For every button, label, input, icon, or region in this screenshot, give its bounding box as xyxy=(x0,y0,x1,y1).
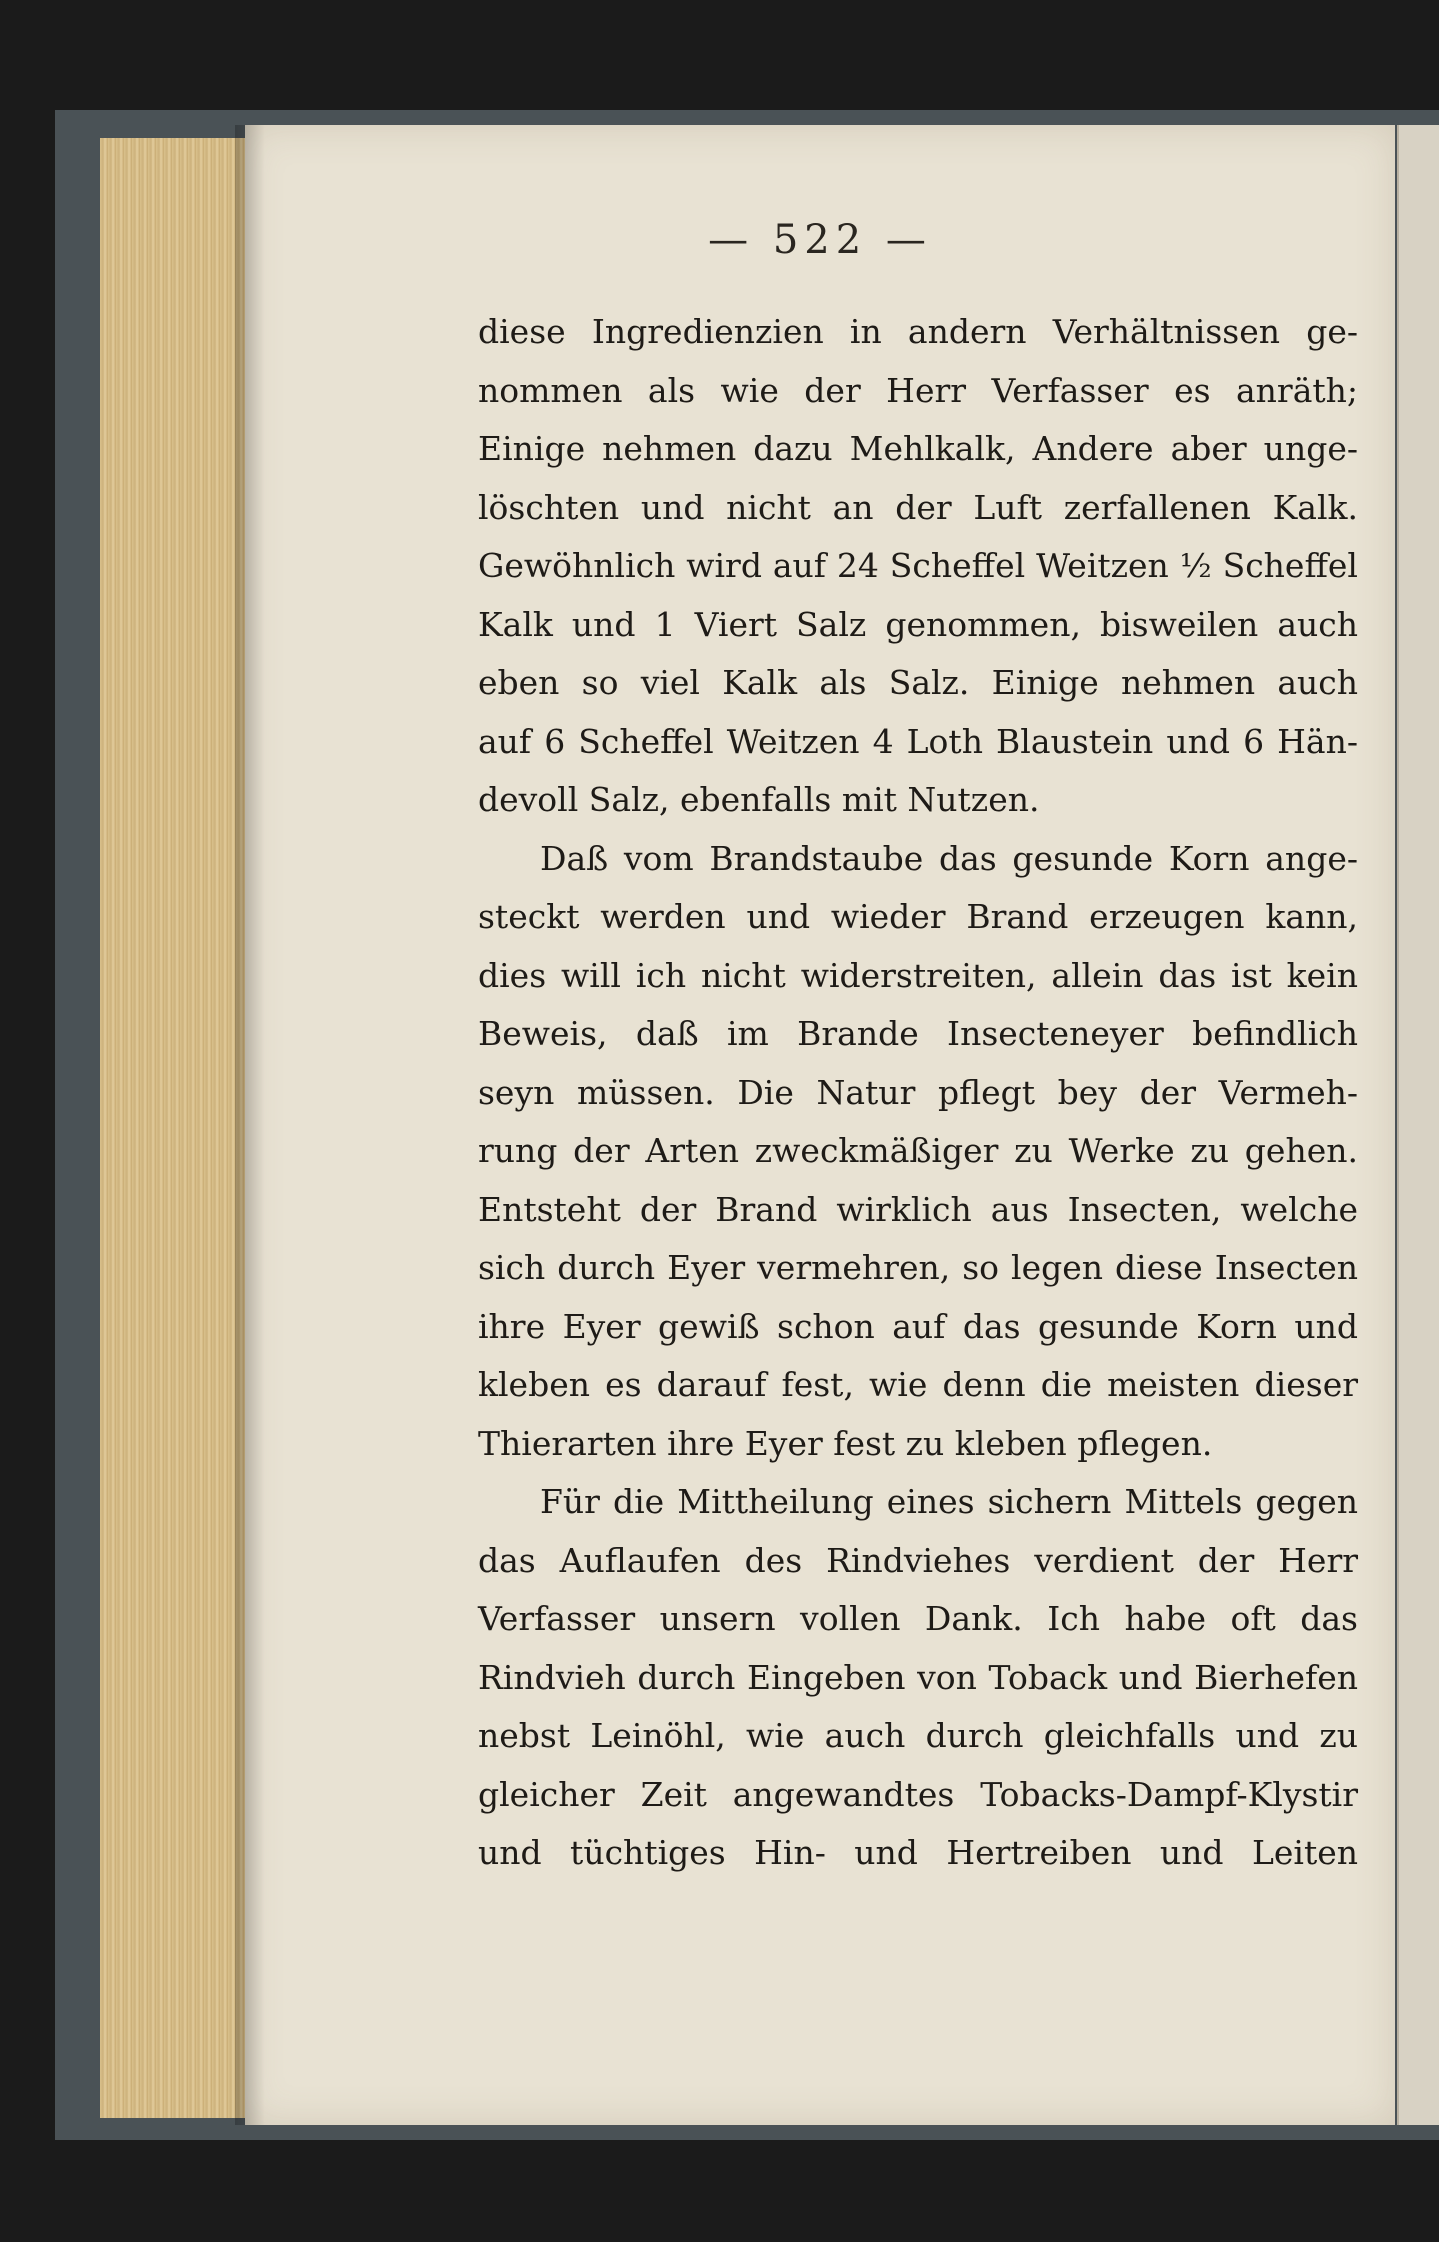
text-line: diese Ingredienzien in andern Verhältnissen ge- xyxy=(478,312,1358,351)
text-line: und tüchtiges Hin- und Hertreiben und Leiten xyxy=(478,1833,1358,1872)
page-edges xyxy=(100,138,250,2118)
text-line: das Auflaufen des Rindviehes verdient der Herr xyxy=(478,1540,1358,1580)
text-line: gleicher Zeit angewandtes Tobacks-Dampf-Klystir xyxy=(478,1774,1358,1814)
text-line: nebst Leinöhl, wie auch durch gleichfalls und zu xyxy=(478,1716,1358,1755)
text-line: Einige nehmen dazu Mehlkalk, Andere aber unge- xyxy=(478,429,1358,468)
text-line: auf 6 Scheffel Weitzen 4 Loth Blaustein und 6 Hän- xyxy=(478,721,1358,761)
text-line: Kalk und 1 Viert Salz genommen, bisweilen auch xyxy=(478,604,1358,644)
text-line: Gewöhnlich wird auf 24 Scheffel Weitzen ½ Scheffel xyxy=(478,546,1358,585)
text-line: nommen als wie der Herr Verfasser es anräth; xyxy=(478,370,1358,410)
paragraph-2 xyxy=(478,830,1358,1474)
text-line: kleben es darauf fest, wie denn die meisten dieser xyxy=(478,1365,1358,1404)
text-line: Rindvieh durch Eingeben von Toback und Bierhefen xyxy=(478,1657,1358,1697)
gutter-shadow xyxy=(235,125,265,2125)
text-line: sich durch Eyer vermehren, so legen diese Insecten xyxy=(478,1248,1358,1287)
text-line: seyn müssen. Die Natur pflegt bey der Vermeh- xyxy=(478,1072,1358,1112)
page-number: — 522 — xyxy=(708,217,932,263)
text-line: Verfasser unsern vollen Dank. Ich habe oft das xyxy=(478,1599,1358,1638)
paragraph-3 xyxy=(478,1473,1358,1883)
text-line: Für die Mittheilung eines sichern Mittels gegen xyxy=(540,1482,1358,1521)
book-page xyxy=(245,125,1395,2125)
text-line: dies will ich nicht widerstreiten, allein das ist kein xyxy=(478,955,1358,995)
paragraph-1 xyxy=(478,303,1358,830)
text-line: rung der Arten zweckmäßiger zu Werke zu gehen. xyxy=(478,1131,1358,1170)
text-line: devoll Salz, ebenfalls mit Nutzen. xyxy=(478,780,1040,819)
text-line: Daß vom Brandstaube das gesunde Korn ange- xyxy=(540,838,1358,878)
next-page-edge xyxy=(1397,125,1439,2125)
text-line: Thierarten ihre Eyer fest zu kleben pflegen. xyxy=(478,1423,1213,1463)
text-line: Beweis, daß im Brande Insecteneyer befindlich xyxy=(478,1014,1358,1053)
text-line: steckt werden und wieder Brand erzeugen kann, xyxy=(478,897,1358,936)
text-line: eben so viel Kalk als Salz. Einige nehmen auch xyxy=(478,663,1358,702)
text-line: löschten und nicht an der Luft zerfallenen Kalk. xyxy=(478,487,1358,527)
text-line: ihre Eyer gewiß schon auf das gesunde Korn und xyxy=(478,1306,1358,1346)
text-body xyxy=(478,303,1358,1883)
text-line: Entsteht der Brand wirklich aus Insecten, welche xyxy=(478,1189,1358,1229)
